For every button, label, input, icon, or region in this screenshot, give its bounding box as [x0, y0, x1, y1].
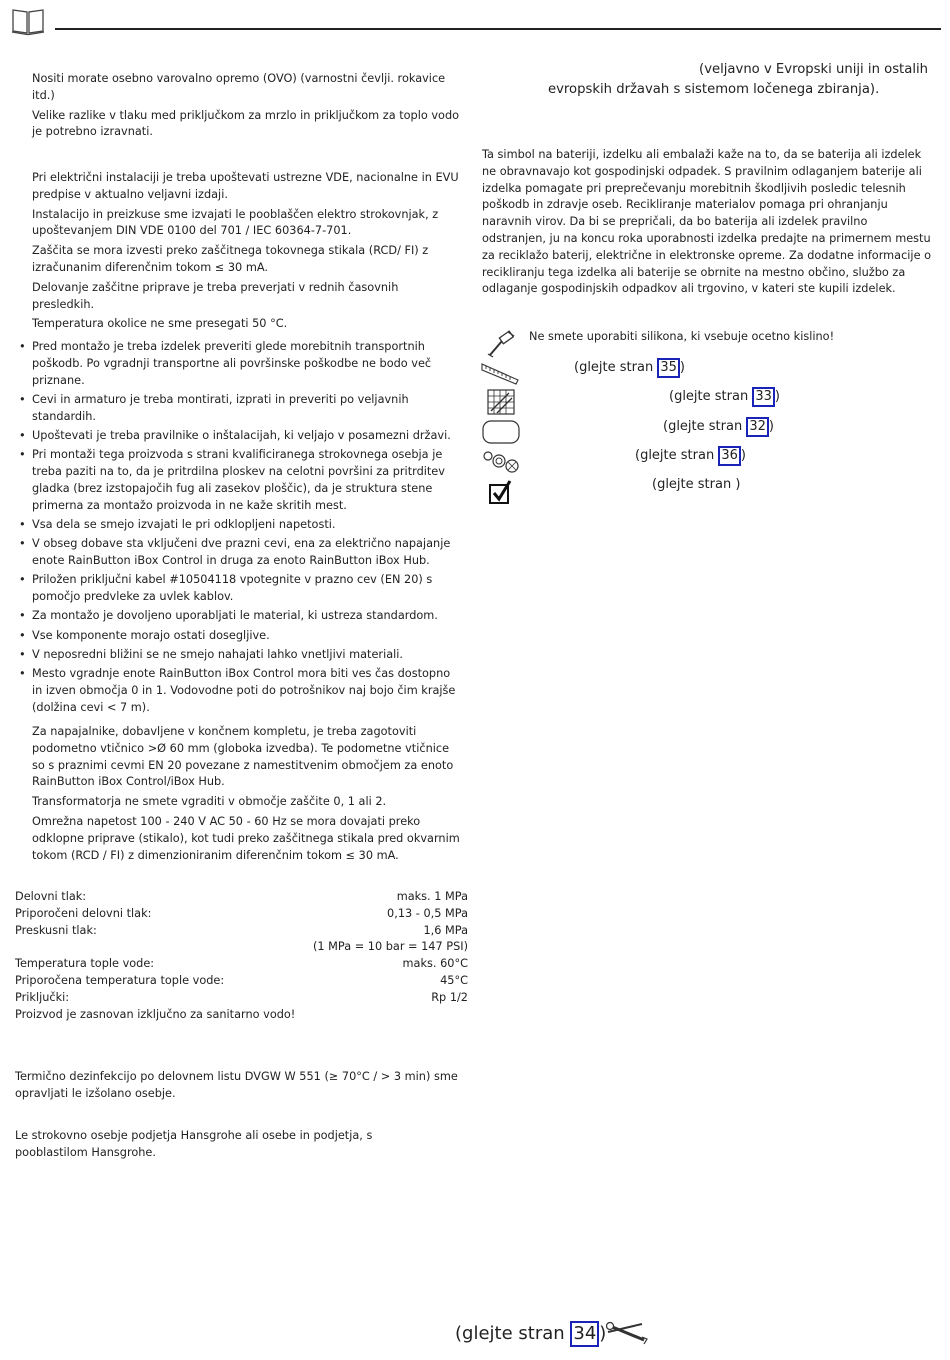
spec-row	[15, 956, 468, 973]
power-text-1: Za napajalnike, dobavljene v končnem kompletu, je treba zagotoviti podometno vtičnico >Ø 60 mm (globoka izvedba). Te podometne vtičnice so s praznimi cevmi EN 20 povezane z namestitvenim območjem za enoto RainButton iBox Control/iBox Hub.	[32, 725, 454, 789]
page-number-link[interactable]: 36	[718, 446, 741, 466]
list-item: • V obseg dobave sta vključeni dve prazni cevi, ena za električno napajanje enote RainButton iBox Control in druga za enoto RainButton iBox Hub.	[32, 536, 464, 570]
silicone-warning: Ne smete uporabiti silikona, ki vsebuje ocetno kislino!	[529, 330, 835, 343]
spec-label: Priporočeni delovni tlak:	[15, 906, 152, 920]
wrench-icon	[606, 1320, 648, 1346]
electrical-text-3: Zaščita se mora izvesti preko zaščitnega tokovnega stikala (RCD/ FI) z izračunanim diferenčnim tokom ≤ 30 mA.	[32, 244, 429, 274]
ref-prefix: (glejte stran	[455, 1323, 571, 1344]
spec-label: Temperatura tople vode:	[15, 957, 155, 971]
silicone-gun-icon	[484, 330, 516, 358]
spec-value: Rp 1/2	[431, 990, 468, 1004]
expert-text: Le strokovno osebje podjetja Hansgrohe ali osebe in podjetja, s pooblastilom Hansgrohe.	[15, 1129, 373, 1159]
ref-prefix: (glejte stran	[663, 419, 747, 434]
spec-row	[15, 923, 468, 940]
mounting-list	[32, 339, 464, 717]
spec-label: Priključki:	[15, 990, 70, 1004]
spec-row	[15, 973, 468, 990]
list-item: • Vse komponente morajo ostati dosegljive.	[32, 628, 464, 645]
spec-label: Delovni tlak:	[15, 890, 87, 903]
safety-section	[32, 71, 464, 144]
ref-suffix: )	[599, 1323, 607, 1344]
list-item: • Za montažo je dovoljeno uporabljati le material, ki ustreza standardom.	[32, 608, 464, 625]
page-number-link[interactable]: 35	[657, 358, 680, 378]
spec-label: Priporočena temperatura tople vode:	[15, 973, 225, 987]
page-reference-4[interactable]	[635, 446, 746, 466]
list-item: • Upoštevati je treba pravilnike o inštalacijah, ki veljajo v posamezni državi.	[32, 428, 464, 445]
ref-prefix: (glejte stran	[669, 389, 753, 404]
spec-label: Preskusni tlak:	[15, 923, 97, 937]
spec-note: (1 MPa = 10 bar = 147 PSI)	[312, 940, 468, 954]
list-item: • Cevi in armaturo je treba montirati, izprati in preveriti po veljavnih standardih.	[32, 392, 464, 426]
list-item: • Priložen priključni kabel #10504118 vpotegnite v prazno cev (EN 20) s pomočjo predvleke za uvlek kablov.	[32, 572, 464, 606]
electrical-text-4: Delovanje zaščitne priprave je treba preverjati v rednih časovnih presledkih.	[32, 280, 399, 311]
page-reference-5[interactable]	[652, 476, 740, 494]
spec-value: maks. 60°C	[402, 957, 468, 971]
safety-text-1: Nositi morate osebno varovalno opremo (OVO) (varnostni čevlji. rokavice itd.)	[32, 72, 446, 102]
safety-text-2: Velike razlike v tlaku med priključkom za mrzlo in priključkom za toplo vodo je potrebno izravnati.	[32, 108, 460, 139]
spec-value: 0,13 - 0,5 MPa	[387, 906, 468, 920]
spec-value: maks. 1 MPa	[396, 890, 468, 903]
electrical-text-1: Pri električni instalaciji je treba upoštevati ustrezne VDE, nacionalne in EVU predpise v aktualno veljavni izdaji.	[32, 171, 459, 201]
disinfection-text: Termično dezinfekcijo po delovnem listu DVGW W 551 (≥ 70°C / > 3 min) sme opravljati le izšolano osebje.	[15, 1070, 458, 1100]
footer-page-reference[interactable]	[455, 1321, 606, 1347]
mounting-section	[32, 339, 464, 719]
ref-suffix: )	[679, 360, 685, 375]
recycling-text: Ta simbol na bateriji, izdelku ali embalaži kaže na to, da se baterija ali izdelek ne obravnavajo kot gospodinjski odpadek. S pravilnim odlaganjem baterije ali izdelka pomagate pri preprečevanju morebitnih škodljivih posledic telesnih poškodb in zdravje oseb. Recikliranje materialov pomaga pri ohranjanju naravnih virov. Da bi se prepričali, da bo baterija ali izdelek pravilno odstranjen, ju na koncu roka uporabnosti izdelka predajte na primernem mestu za reciklažo baterij, električne in elektronske opreme. Za dodatne informacije o recikliranju tega izdelka ali baterije se obrnite na mestno občino, službo za odlaganje gospodinjskih odpadkov ali trgovino, v kateri ste kupili izdelek.	[482, 148, 932, 296]
power-text-2: Transformatorja ne smete vgraditi v območje zaščite 0, 1 ali 2.	[32, 795, 387, 809]
ruler-icon	[480, 360, 520, 386]
page-reference-3[interactable]	[663, 417, 774, 437]
ref-prefix: (glejte stran	[574, 360, 658, 375]
ref-prefix: (glejte stran	[635, 448, 719, 463]
page-reference-1[interactable]	[574, 358, 685, 378]
book-icon	[10, 6, 46, 36]
ref-suffix: )	[774, 389, 780, 404]
list-item: • Pred montažo je treba izdelek preveriti glede morebitnih transportnih poškodb. Po vgradnji transportne ali površinske poškodbe ne bodo več priznane.	[32, 339, 464, 389]
page-number-link[interactable]: 32	[746, 417, 769, 437]
electrical-section	[32, 170, 464, 336]
parts-icon	[481, 449, 521, 475]
page-number-link[interactable]: 34	[570, 1321, 599, 1347]
electrical-text-2: Instalacijo in preizkuse sme izvajati le pooblaščen elektro strokovnjak, z upoštevanjem DIN VDE 0100 del 701 / IEC 60364-7-701.	[32, 207, 439, 238]
ref-prefix: (glejte stran )	[652, 477, 741, 492]
list-item: • V neposredni bližini se ne smejo nahajati lahko vnetljivi materiali.	[32, 647, 464, 664]
checkbox-icon	[488, 479, 514, 505]
page-number-link[interactable]: 33	[752, 387, 775, 407]
rounded-rect-icon	[482, 420, 520, 444]
header-rule	[55, 28, 941, 30]
electrical-text-5: Temperatura okolice ne sme presegati 50 °C.	[32, 317, 288, 331]
ref-suffix: )	[740, 448, 746, 463]
spec-value: 45°C	[440, 973, 468, 987]
spec-value: 1,6 MPa	[423, 923, 468, 937]
spec-row	[15, 889, 468, 906]
eu-line-2: evropskih državah s sistemom ločenega zbiranja).	[548, 82, 880, 97]
list-item: • Pri montaži tega proizvoda s strani kvalificiranega strokovnega osebja je treba paziti na to, da je pritrdilna ploskev na celotni površini za pritrditev gladka (brez izstopajočih fug ali zasekov ploščic), da je struktura stene primerna za montažo proizvoda in ne kaže skritih mest.	[32, 447, 464, 514]
specs-table	[15, 889, 468, 1023]
list-item: • Mesto vgradnje enote RainButton iBox Control mora biti ves čas dostopno in izven območja 0 in 1. Vodovodne poti do potrošnikov naj bojo čim krajše (dolžina cevi < 7 m).	[32, 666, 464, 716]
power-section	[32, 724, 464, 867]
ref-suffix: )	[768, 419, 774, 434]
spec-row	[15, 990, 468, 1007]
eu-line-1: (veljavno v Evropski uniji in ostalih	[699, 62, 928, 77]
list-item: • Vsa dela se smejo izvajati le pri odklopljeni napetosti.	[32, 517, 464, 534]
spec-row	[15, 906, 468, 923]
sanitary-note: Proizvod je zasnovan izključno za sanitarno vodo!	[15, 1007, 296, 1021]
tile-grid-icon	[487, 389, 515, 415]
page-reference-2[interactable]	[669, 387, 780, 407]
power-text-3: Omrežna napetost 100 - 240 V AC 50 - 60 Hz se mora dovajati preko odklopne priprave (stikalo), kot tudi preko zaščitnega stikala pred okvarnim tokom (RCD / FI) z dimenzioniranim diferenčnim tokom ≤ 30 mA.	[32, 814, 460, 862]
